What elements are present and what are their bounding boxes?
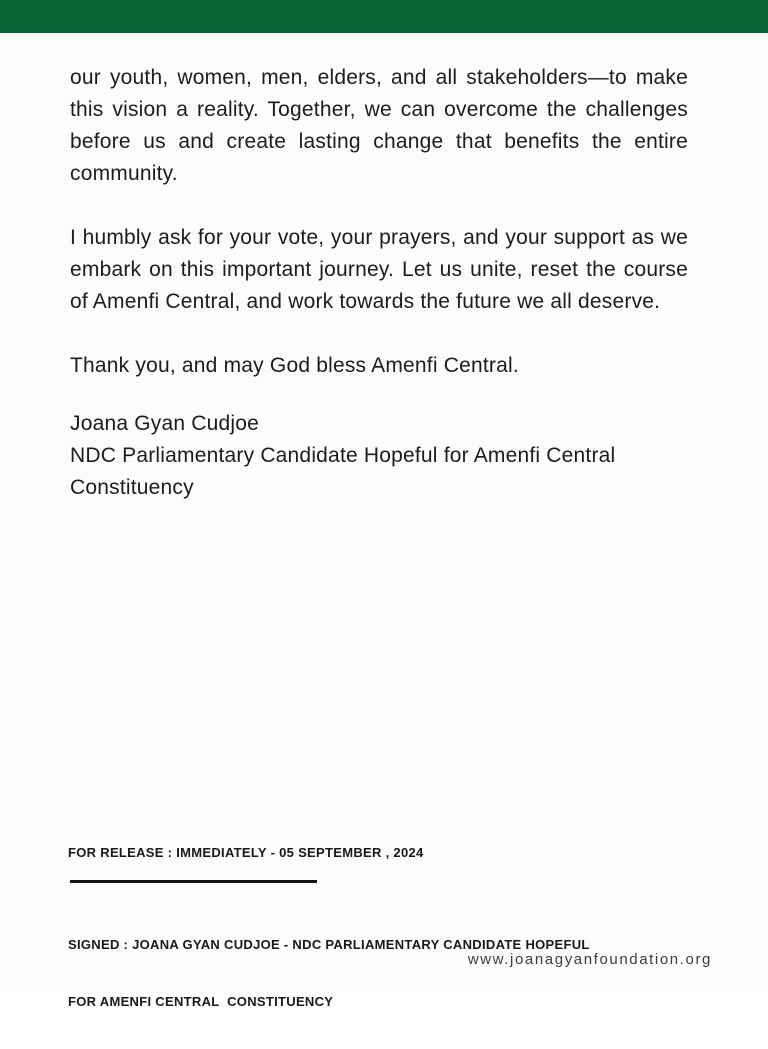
letter-body [70,62,688,504]
top-accent-bar [0,0,768,33]
signature-title-line-2: Constituency [70,476,194,499]
paragraph-2: I humbly ask for your vote, your prayers, and your support as we embark on this important journey. Let us unite, reset the course of Amenfi Central, and work towards the future we all deserve. [70,226,688,313]
signed-block [68,897,708,1049]
signature-rule [70,880,317,883]
release-line: FOR RELEASE : IMMEDIATELY - 05 SEPTEMBER , 2024 [68,845,424,860]
signature-title-line-1: NDC Parliamentary Candidate Hopeful for Amenfi Central [70,444,616,467]
signed-line-1: SIGNED : JOANA GYAN CUDJOE - NDC PARLIAMENTARY CANDIDATE HOPEFUL [68,937,590,952]
signature-name: Joana Gyan Cudjoe [70,412,260,435]
closing-line: Thank you, and may God bless Amenfi Central. [70,354,519,377]
signature-block [70,408,688,504]
signed-line-2: FOR AMENFI CENTRAL CONSTITUENCY [68,994,334,1009]
website-url: www.joanagyanfoundation.org [467,951,712,968]
paragraph-1: our youth, women, men, elders, and all stakeholders—to make this vision a reality. Together, we can overcome the challenges before us and create lasting change that benefits the entire community. [70,66,688,185]
